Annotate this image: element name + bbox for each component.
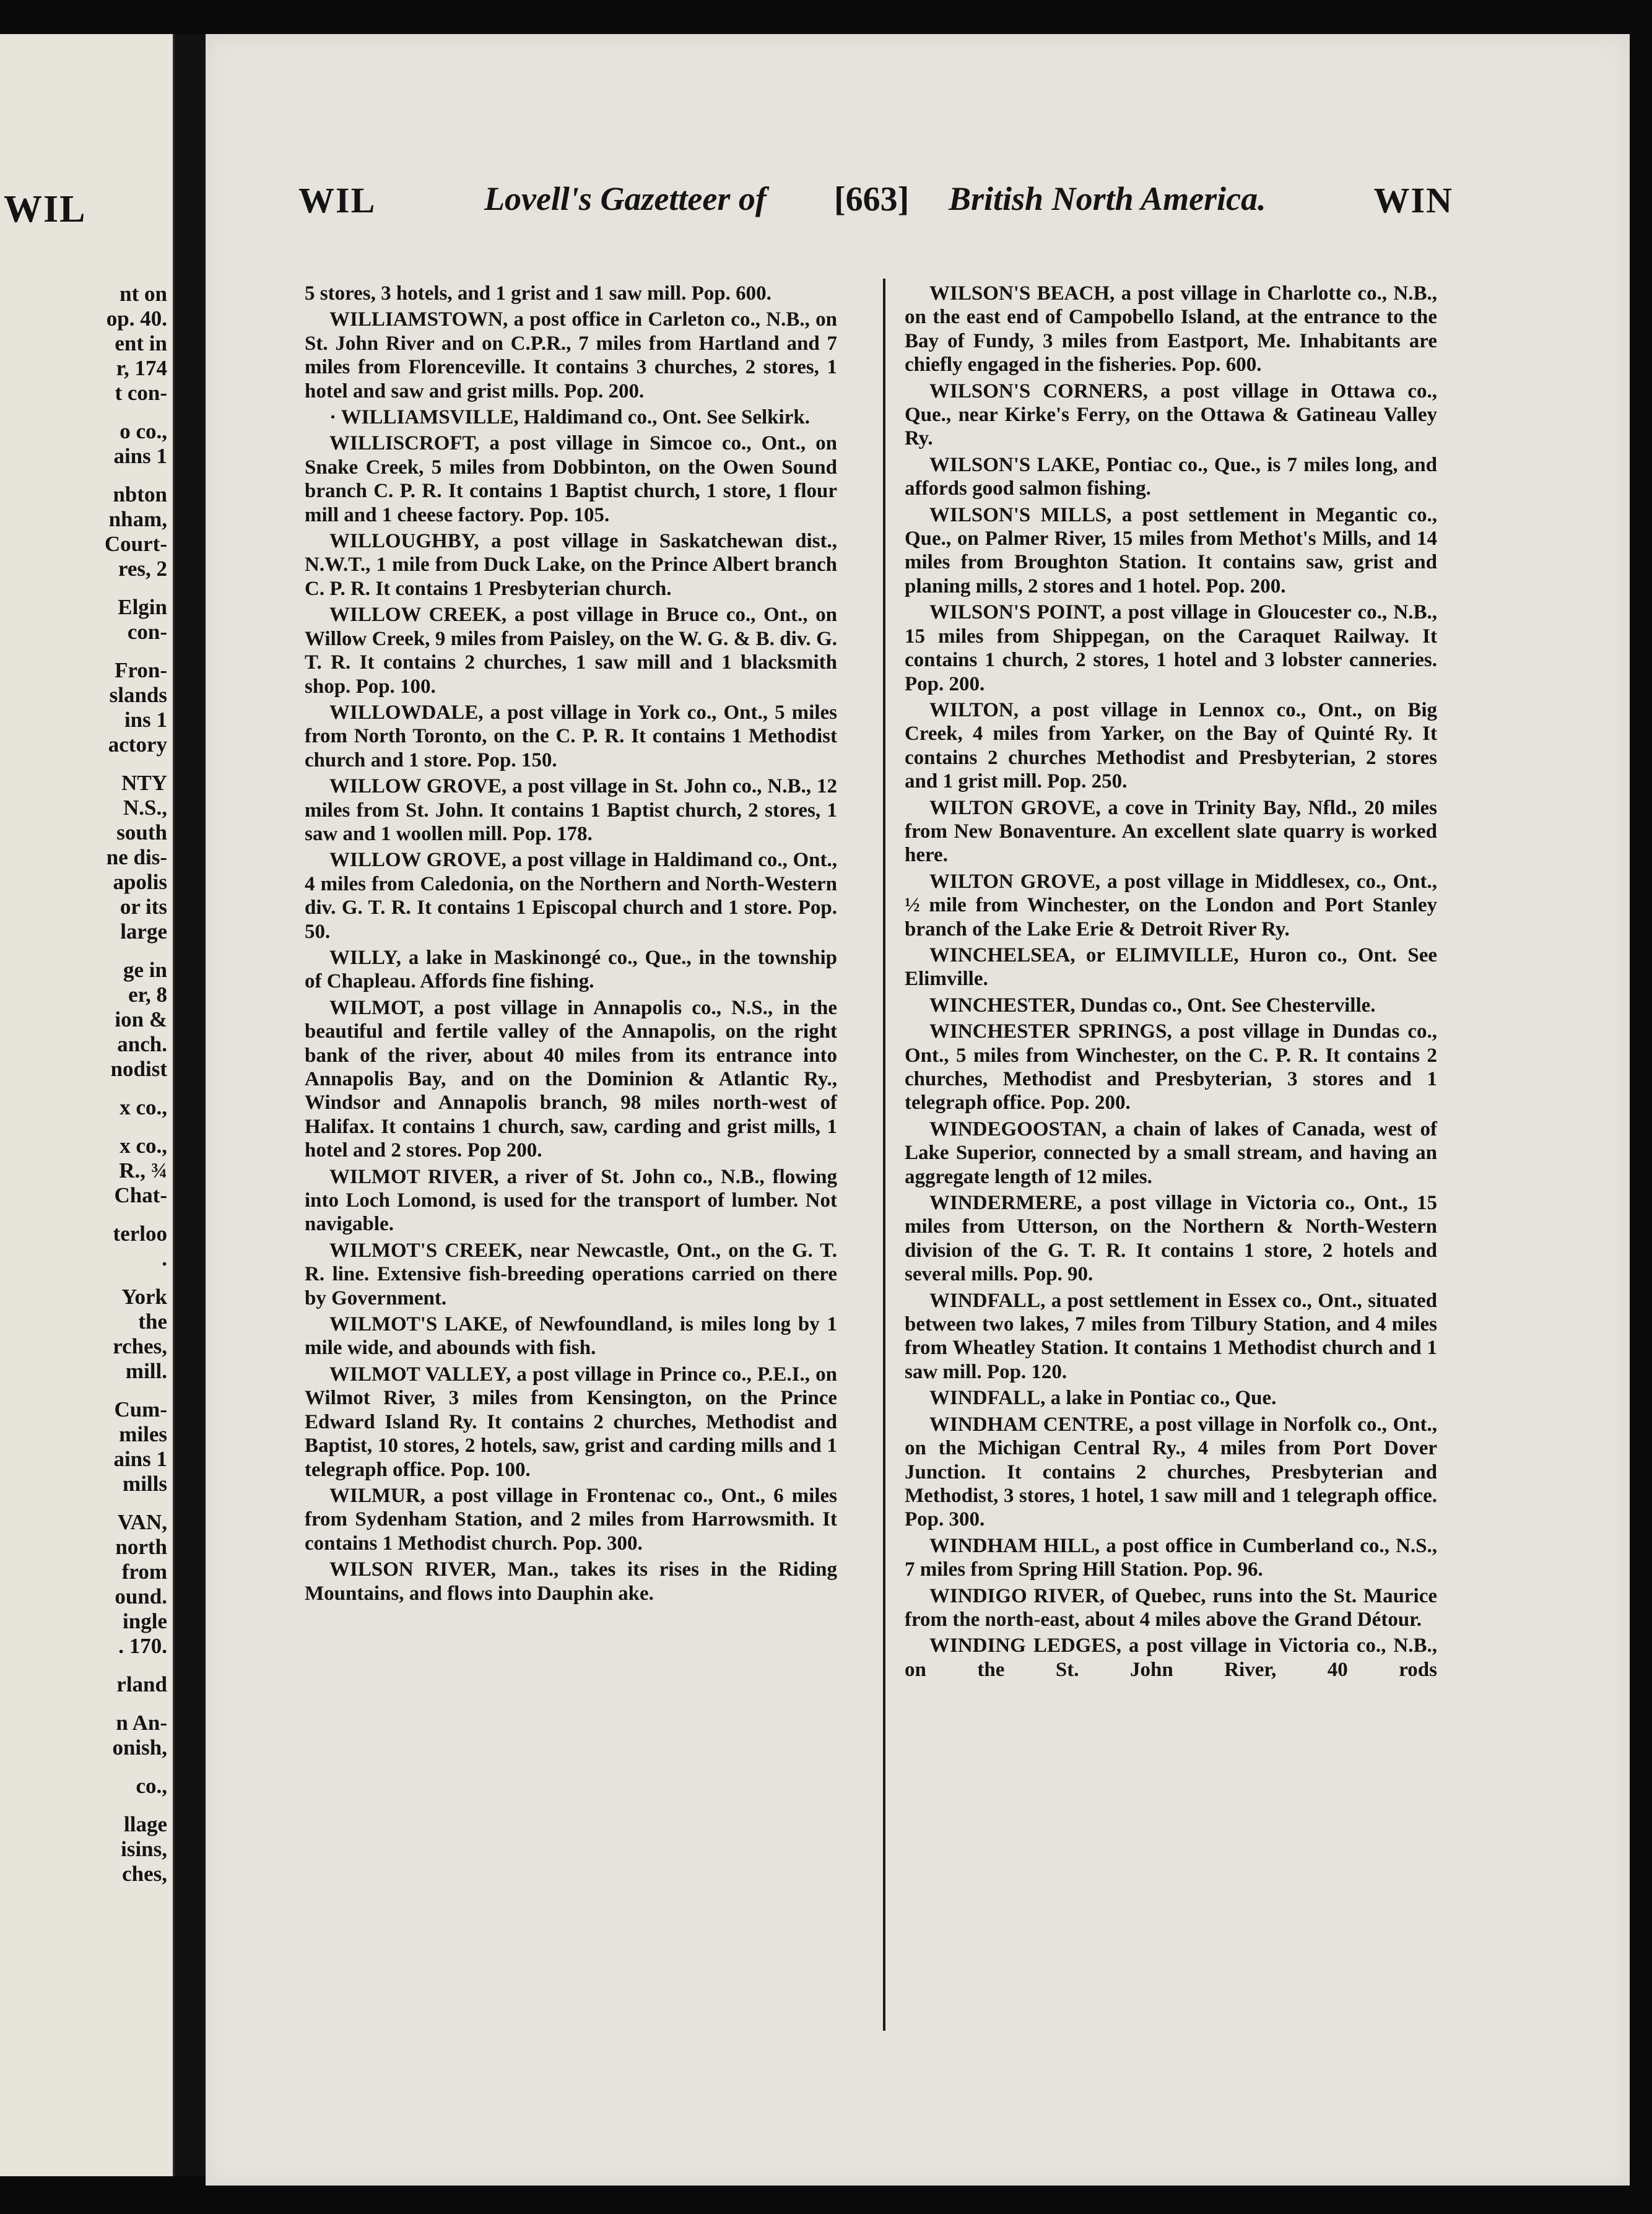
gazetteer-entry: WILTON GROVE, a post village in Middlesex, co., Ont., ½ mile from Winchester, on the London and Port Stanley branch of the Lake Erie & Detroit River Ry. <box>905 870 1437 940</box>
previous-page-fragment: rland <box>116 1672 167 1696</box>
gazetteer-entry: WILSON'S CORNERS, a post village in Ottawa co., Que., near Kirke's Ferry, on the Ottawa & Gatineau Valley Ry. <box>905 380 1437 450</box>
gazetteer-entry: WINDHAM HILL, a post office in Cumberland co., N.S., 7 miles from Spring Hill Station. Pop. 96. <box>905 1534 1437 1581</box>
right-column <box>905 282 1437 1684</box>
previous-page-fragment: nt on <box>120 282 167 306</box>
gazetteer-entry: WILLOW GROVE, a post village in St. John co., N.B., 12 miles from St. John. It contains 1 Baptist church, 2 stores, 1 saw and 1 woollen mill. Pop. 178. <box>305 775 837 845</box>
gazetteer-entry: WILMOT VALLEY, a post village in Prince co., P.E.I., on Wilmot River, 3 miles from Kensington, on the Prince Edward Island Ry. It contains 2 churches, Methodist and Baptist, 10 stores, 2 hotels, saw, grist and carding mills and 1 telegraph office. Pop. 100. <box>305 1363 837 1481</box>
previous-page-fragment: slands <box>109 683 167 707</box>
previous-page-edge <box>0 34 175 2176</box>
previous-page-fragment: mill. <box>125 1359 167 1383</box>
previous-page-fragment: isins, <box>121 1837 167 1861</box>
previous-page-fragment: ins 1 <box>124 708 167 732</box>
page-header <box>298 180 1453 235</box>
gazetteer-entry: WILLOUGHBY, a post village in Saskatchewan dist., N.W.T., 1 mile from Duck Lake, on the Prince Albert branch C. P. R. It contains 1 Presbyterian church. <box>305 530 837 600</box>
gazetteer-entry: WILMOT'S LAKE, of Newfoundland, is miles long by 1 mile wide, and abounds with fish. <box>305 1313 837 1360</box>
gazetteer-entry: WILSON'S MILLS, a post settlement in Megantic co., Que., on Palmer River, 15 miles from Methot's Mills, and 14 miles from Broughton Station. It contains saw, grist and planing mills, 2 stores and 1 hotel. Pop. 200. <box>905 503 1437 597</box>
previous-page-fragment: x co., <box>120 1095 167 1119</box>
previous-page-fragment: NTY <box>121 771 167 795</box>
previous-page-fragment: onish, <box>112 1735 167 1760</box>
gazetteer-entry: WILLIAMSTOWN, a post office in Carleton co., N.B., on St. John River and on C.P.R., 7 miles from Hartland and 7 miles from Florenceville. It contains 3 churches, 2 stores, 1 hotel and saw and grist mills. Pop. 200. <box>305 308 837 402</box>
previous-page-fragment: . <box>162 1246 167 1270</box>
previous-page-fragment: north <box>115 1535 167 1559</box>
previous-page-fragment: mills <box>123 1472 167 1496</box>
gazetteer-entry: WILMOT'S CREEK, near Newcastle, Ont., on the G. T. R. line. Extensive fish-breeding operations carried on there by Government. <box>305 1239 837 1309</box>
gazetteer-entry: 5 stores, 3 hotels, and 1 grist and 1 saw mill. Pop. 600. <box>305 282 772 305</box>
running-head-left: WIL <box>298 180 376 220</box>
previous-page-fragment: miles <box>119 1422 167 1446</box>
gazetteer-entry: WILLY, a lake in Maskinongé co., Que., in the township of Chapleau. Affords fine fishing. <box>305 946 837 993</box>
previous-page-fragment: anch. <box>117 1032 167 1056</box>
book-title-part1: Lovell's Gazetteer of <box>484 180 767 217</box>
running-head-right: WIN <box>1373 180 1453 220</box>
previous-page-fragment: ne dis- <box>106 845 167 869</box>
previous-page-fragment: Court- <box>104 532 167 556</box>
previous-page-fragment: ound. <box>115 1584 167 1608</box>
gazetteer-entry: WINDIGO RIVER, of Quebec, runs into the St. Maurice from the north-east, about 4 miles above the Grand Détour. <box>905 1584 1437 1631</box>
previous-page-fragment: n An- <box>116 1711 167 1735</box>
gazetteer-entry: WILMUR, a post village in Frontenac co., Ont., 6 miles from Sydenham Station, and 2 miles from Harrowsmith. It contains 1 Methodist church. Pop. 300. <box>305 1484 837 1555</box>
previous-page-fragment: R., ¾ <box>119 1158 167 1183</box>
previous-page-fragment: ent in <box>115 331 167 355</box>
gazetteer-entry: WINDERMERE, a post village in Victoria co., Ont., 15 miles from Utterson, on the Northern & North-Western division of the G. T. R. It contains 1 store, 2 hotels and several mills. Pop. 90. <box>905 1192 1437 1286</box>
book-title-part2: British North America. <box>949 180 1266 217</box>
previous-page-fragment: ains 1 <box>113 444 167 468</box>
previous-page-fragment: ains 1 <box>113 1447 167 1471</box>
previous-page-fragment: Cum- <box>114 1397 167 1422</box>
previous-page-fragment: apolis <box>113 870 167 894</box>
previous-page-fragment: Elgin <box>118 595 167 619</box>
gazetteer-entry: WINDHAM CENTRE, a post village in Norfolk co., Ont., on the Michigan Central Ry., 4 miles from Port Dover Junction. It contains 2 churches, Presbyterian and Methodist, 3 stores, 1 hotel, 1 saw mill and 1 telegraph office. Pop. 300. <box>905 1413 1437 1531</box>
previous-page-fragment: Chat- <box>114 1183 167 1207</box>
gazetteer-page <box>206 34 1630 2186</box>
previous-page-fragment: t con- <box>115 381 167 405</box>
previous-page-fragment: o co., <box>120 419 167 443</box>
previous-page-fragment: large <box>120 919 167 944</box>
gazetteer-entry: WILSON'S POINT, a post village in Gloucester co., N.B., 15 miles from Shippegan, on the Caraquet Railway. It contains 1 church, 2 stores, 1 hotel and 3 lobster canneries. Pop. 200. <box>905 601 1437 695</box>
previous-page-fragment: from <box>121 1560 167 1584</box>
column-divider <box>883 279 885 2031</box>
previous-page-fragment: ches, <box>122 1862 167 1886</box>
gazetteer-entry: WILTON GROVE, a cove in Trinity Bay, Nfld., 20 miles from New Bonaventure. An excellent slate quarry is worked here. <box>905 796 1437 867</box>
gazetteer-entry: WILLOWDALE, a post village in York co., Ont., 5 miles from North Toronto, on the C. P. R. It contains 1 Methodist church and 1 store. Pop. 150. <box>305 701 837 771</box>
gazetteer-entry: WINDFALL, a post settlement in Essex co., Ont., situated between two lakes, 7 miles from Tilbury Station, and 4 miles from Wheatley Station. It contains 1 Methodist church and 1 saw mill. Pop. 120. <box>905 1289 1437 1383</box>
previous-page-fragment: or its <box>120 895 167 919</box>
previous-page-running-head: WIL <box>4 188 87 230</box>
gazetteer-entry: WILMOT RIVER, a river of St. John co., N.B., flowing into Loch Lomond, is used for the transport of lumber. Not navigable. <box>305 1165 837 1236</box>
gazetteer-entry: WILLOW GROVE, a post village in Haldimand co., Ont., 4 miles from Caledonia, on the Northern and North-Western div. G. T. R. It contains 1 Episcopal church and 1 store. Pop. 50. <box>305 849 837 943</box>
previous-page-fragment: ingle <box>123 1609 167 1633</box>
previous-page-fragment: the <box>138 1309 167 1334</box>
gazetteer-entry: WILLISCROFT, a post village in Simcoe co., Ont., on Snake Creek, 5 miles from Dobbinton, on the Owen Sound branch C. P. R. It contains 1 Baptist church, 1 store, 1 flour mill and 1 cheese factory. Pop. 105. <box>305 432 837 526</box>
book-gutter <box>175 34 206 2176</box>
previous-page-fragment: llage <box>124 1812 167 1836</box>
gazetteer-entry: WINDEGOOSTAN, a chain of lakes of Canada, west of Lake Superior, connected by a small stream, and having an aggregate length of 12 miles. <box>905 1118 1437 1188</box>
previous-page-fragment: Fron- <box>115 658 167 682</box>
left-column <box>305 282 837 1608</box>
gazetteer-entry: WILLOW CREEK, a post village in Bruce co., Ont., on Willow Creek, 9 miles from Paisley, on the W. G. & B. div. G. T. R. It contains 2 churches, 1 saw mill and 1 blacksmith shop. Pop. 100. <box>305 604 837 698</box>
gazetteer-entry: WILTON, a post village in Lennox co., Ont., on Big Creek, 4 miles from Yarker, on the Bay of Quinté Ry. It contains 2 churches Methodist and Presbyterian, 2 stores and 1 grist mill. Pop. 250. <box>905 698 1437 793</box>
gazetteer-entry: · WILLIAMSVILLE, Haldimand co., Ont. See Selkirk. <box>329 406 810 429</box>
gazetteer-entry: WINCHESTER, Dundas co., Ont. See Chesterville. <box>929 994 1376 1017</box>
previous-page-fragment: nbton <box>113 482 167 506</box>
previous-page-fragment: VAN, <box>117 1510 167 1534</box>
previous-page-fragment: . 170. <box>118 1634 167 1658</box>
previous-page-fragment: op. 40. <box>106 306 167 331</box>
gazetteer-entry: WILSON RIVER, Man., takes its rises in the Riding Mountains, and flows into Dauphin ake. <box>305 1558 837 1605</box>
previous-page-fragment: x co., <box>120 1134 167 1158</box>
previous-page-fragment: York <box>121 1285 167 1309</box>
previous-page-fragment: N.S., <box>123 796 167 820</box>
previous-page-fragment: south <box>116 820 167 844</box>
previous-page-fragment: nodist <box>110 1057 167 1081</box>
previous-page-fragment: rches, <box>113 1334 167 1358</box>
gazetteer-entry: WINCHESTER SPRINGS, a post village in Dundas co., Ont., 5 miles from Winchester, on the C. P. R. It contains 2 churches, Methodist and Presbyterian, 3 stores and 1 telegraph office. Pop. 200. <box>905 1020 1437 1114</box>
previous-page-fragment: ion & <box>115 1007 167 1031</box>
gazetteer-entry: WINDFALL, a lake in Pontiac co., Que. <box>929 1387 1277 1410</box>
previous-page-fragment: terloo <box>113 1222 167 1246</box>
previous-page-fragment: nham, <box>108 507 167 531</box>
previous-page-fragment: actory <box>108 732 167 757</box>
previous-page-fragment: ge in <box>123 958 167 982</box>
gazetteer-entry: WILMOT, a post village in Annapolis co., N.S., in the beautiful and fertile valley of the Annapolis, on the right bank of the river, about 40 miles from its entrance into Annapolis Bay, and on the Dominion & Atlantic Ry., Windsor and Annapolis branch, 98 miles north-west of Halifax. It contains 1 church, saw, carding and grist mills, 1 hotel and 2 stores. Pop 200. <box>305 996 837 1162</box>
previous-page-fragment: co., <box>136 1774 167 1798</box>
gazetteer-entry: WILSON'S BEACH, a post village in Charlotte co., N.B., on the east end of Campobello Island, at the entrance to the Bay of Fundy, 3 miles from Eastport, Me. Inhabitants are chiefly engaged in the fisheries. Pop. 600. <box>905 282 1437 376</box>
gazetteer-entry: WILSON'S LAKE, Pontiac co., Que., is 7 miles long, and affords good salmon fishing. <box>905 453 1437 500</box>
previous-page-fragment: r, 174 <box>116 356 167 380</box>
gazetteer-entry: WINCHELSEA, or ELIMVILLE, Huron co., Ont. See Elimville. <box>905 944 1437 991</box>
gazetteer-entry: WINDING LEDGES, a post village in Victoria co., N.B., on the St. John River, 40 rods <box>905 1634 1437 1681</box>
previous-page-fragment: res, 2 <box>118 557 167 581</box>
page-number: [663] <box>834 180 910 219</box>
previous-page-fragment: con- <box>127 620 167 644</box>
previous-page-fragment: er, 8 <box>128 983 167 1007</box>
